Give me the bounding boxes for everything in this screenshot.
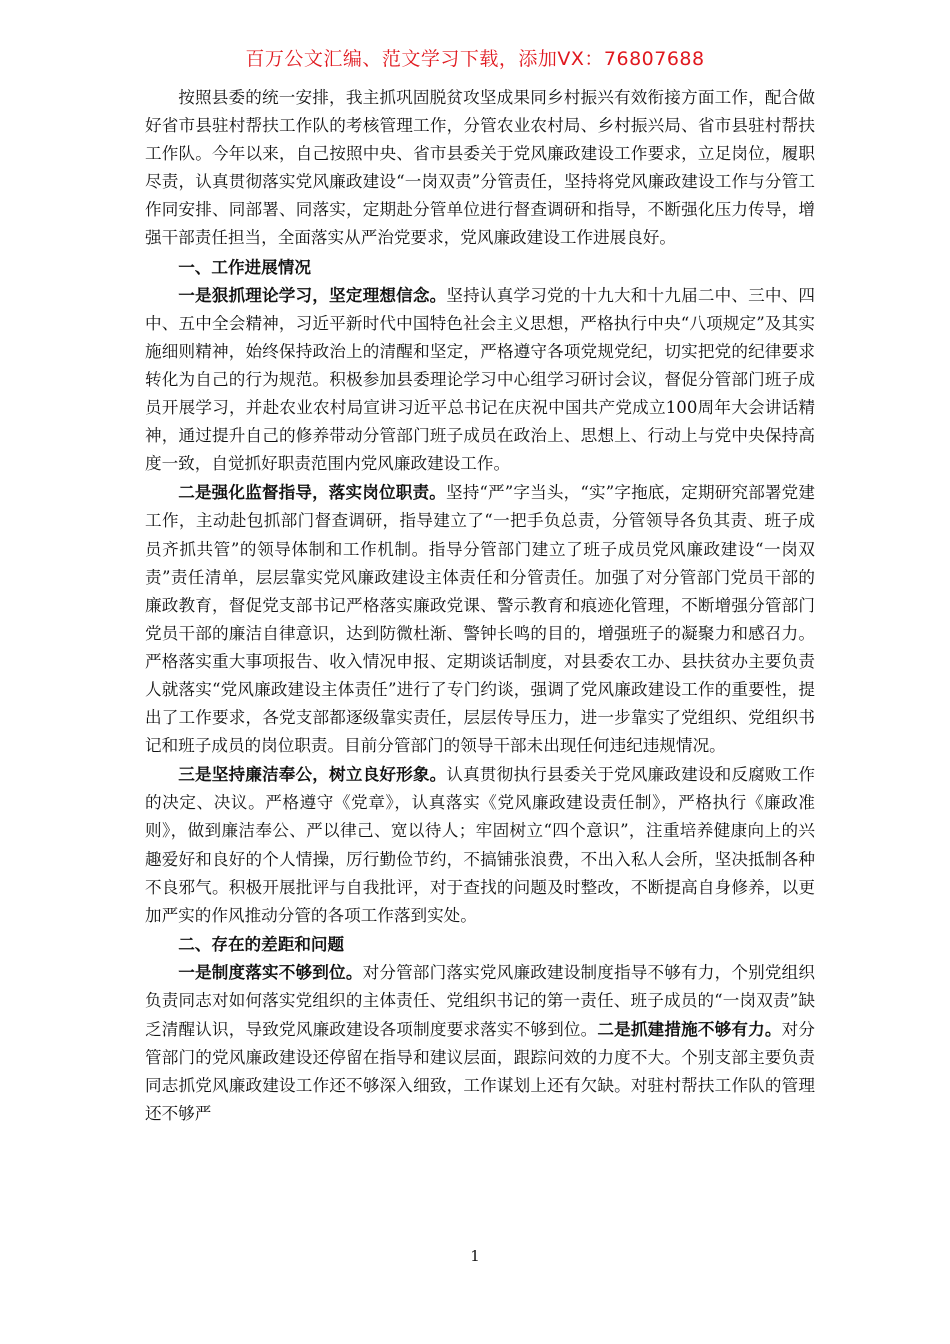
paragraph-lead: 三是坚持廉洁奉公，树立良好形象。 — [178, 764, 447, 785]
section-heading-1: 一、工作进展情况 — [178, 256, 311, 277]
paragraph-lead: 二是强化监督指导，落实岗位职责。 — [178, 482, 446, 503]
paragraph-problems — [145, 958, 815, 1129]
paragraph-text-2: 对分管部门的党风廉政建设还停留在指导和建议层面，跟踪问效的力度不大。个别支部主要负责同志抓党风廉政建设工作还不够深入细致，工作谋划上还有欠缺。对驻村帮扶工作队的管理还不够严 — [145, 1020, 816, 1124]
paragraph-lead: 一是狠抓理论学习，坚定理想信念。 — [178, 284, 447, 305]
paragraph-lead: 一是制度落实不够到位。 — [178, 961, 363, 982]
intro-paragraph: 按照县委的统一安排，我主抓巩固脱贫攻坚成果同乡村振兴有效衔接方面工作，配合做好省市县驻村帮扶工作队的考核管理工作，分管农业农村局、乡村振兴局、省市县驻村帮扶工作队。今年以来，自己按照中央、省市县委关于党风廉政建设工作要求，立足岗位，履职尽责，认真贯彻落实党风廉政建设“一岗双责”分管责任，坚持将党风廉政建设工作与分管工作同安排、同部署、同落实，定期赴分管单位进行督查调研和指导，不断强化压力传导，增强干部责任担当，全面落实从严治党要求，党风廉政建设工作进展良好。 — [145, 88, 815, 248]
paragraph-text: 认真贯彻执行县委关于党风廉政建设和反腐败工作的决定、决议。严格遵守《党章》，认真落实《党风廉政建设责任制》，严格执行《廉政准则》，做到廉洁奉公、严以律己、宽以待人；牢固树立“四个意识”，注重培养健康向上的兴趣爱好和良好的个人情操，厉行勤俭节约，不搞铺张浪费，不出入私人会所，坚决抵制各种不良邪气。积极开展批评与自我批评，对于查找的问题及时整改，不断提高自身修养，以更加严实的作风推动分管的各项工作落到实处。 — [145, 765, 815, 925]
paragraph-supervision — [145, 478, 815, 760]
watermark-banner: 百万公文汇编、范文学习下载，添加VX：76807688 — [245, 48, 705, 70]
paragraph-text: 对分管部门落实党风廉政建设制度指导不够有力，个别党组织负责同志对如何落实党组织的主体责任、党组织书记的第一责任、班子成员的“一岗双责”缺乏清醒认识，导致党风廉政建设各项制度要求落实不够到位。 — [145, 962, 815, 1040]
paragraph-integrity — [145, 760, 815, 930]
paragraph-lead-2: 二是抓建措施不够有力。 — [597, 1019, 782, 1040]
paragraph-text: 坚持认真学习党的十九大和十九届二中、三中、四中、五中全会精神，习近平新时代中国特色社会主义思想，严格执行中央“八项规定”及其实施细则精神，始终保持政治上的清醒和坚定，严格遵守各项党规党纪，切实把党的纪律要求转化为自己的行为规范。积极参加县委理论学习中心组学习研讨会议，督促分管部门班子成员开展学习，并赴农业农村局宣讲习近平总书记在庆祝中国共产党成立100周年大会讲话精神，通过提升自己的修养带动分管部门班子成员在政治上、思想上、行动上与党中央保持高度一致，自觉抓好职责范围内党风廉政建设工作。 — [145, 285, 815, 474]
document-body — [145, 84, 815, 1128]
paragraph-text: 坚持“严”字当头，“实”字拖底，定期研究部署党建工作，主动赴包抓部门督查调研，指导建立了“一把手负总责，分管领导各负其责、班子成员齐抓共管”的领导体制和工作机制。指导分管部门建立了班子成员党风廉政建设“一岗双责”责任清单，层层靠实党风廉政建设主体责任和分管责任。加强了对分管部门党员干部的廉政教育，督促党支部书记严格落实廉政党课、警示教育和痕迹化管理，不断增强分管部门党员干部的廉洁自律意识，达到防微杜渐、警钟长鸣的目的，增强班子的凝聚力和感召力。严格落实重大事项报告、收入情况申报、定期谈话制度，对县委农工办、县扶贫办主要负责人就落实“党风廉政建设主体责任”进行了专门约谈，强调了党风廉政建设工作的重要性，提出了工作要求，各党支部都逐级靠实责任，层层传导压力，进一步靠实了党组织、党组织书记和班子成员的岗位职责。目前分管部门的领导干部未出现任何违纪违规情况。 — [145, 483, 816, 756]
page-number: 1 — [470, 1247, 480, 1265]
section-heading-2: 二、存在的差距和问题 — [178, 933, 345, 954]
paragraph-theory-study — [145, 281, 815, 479]
